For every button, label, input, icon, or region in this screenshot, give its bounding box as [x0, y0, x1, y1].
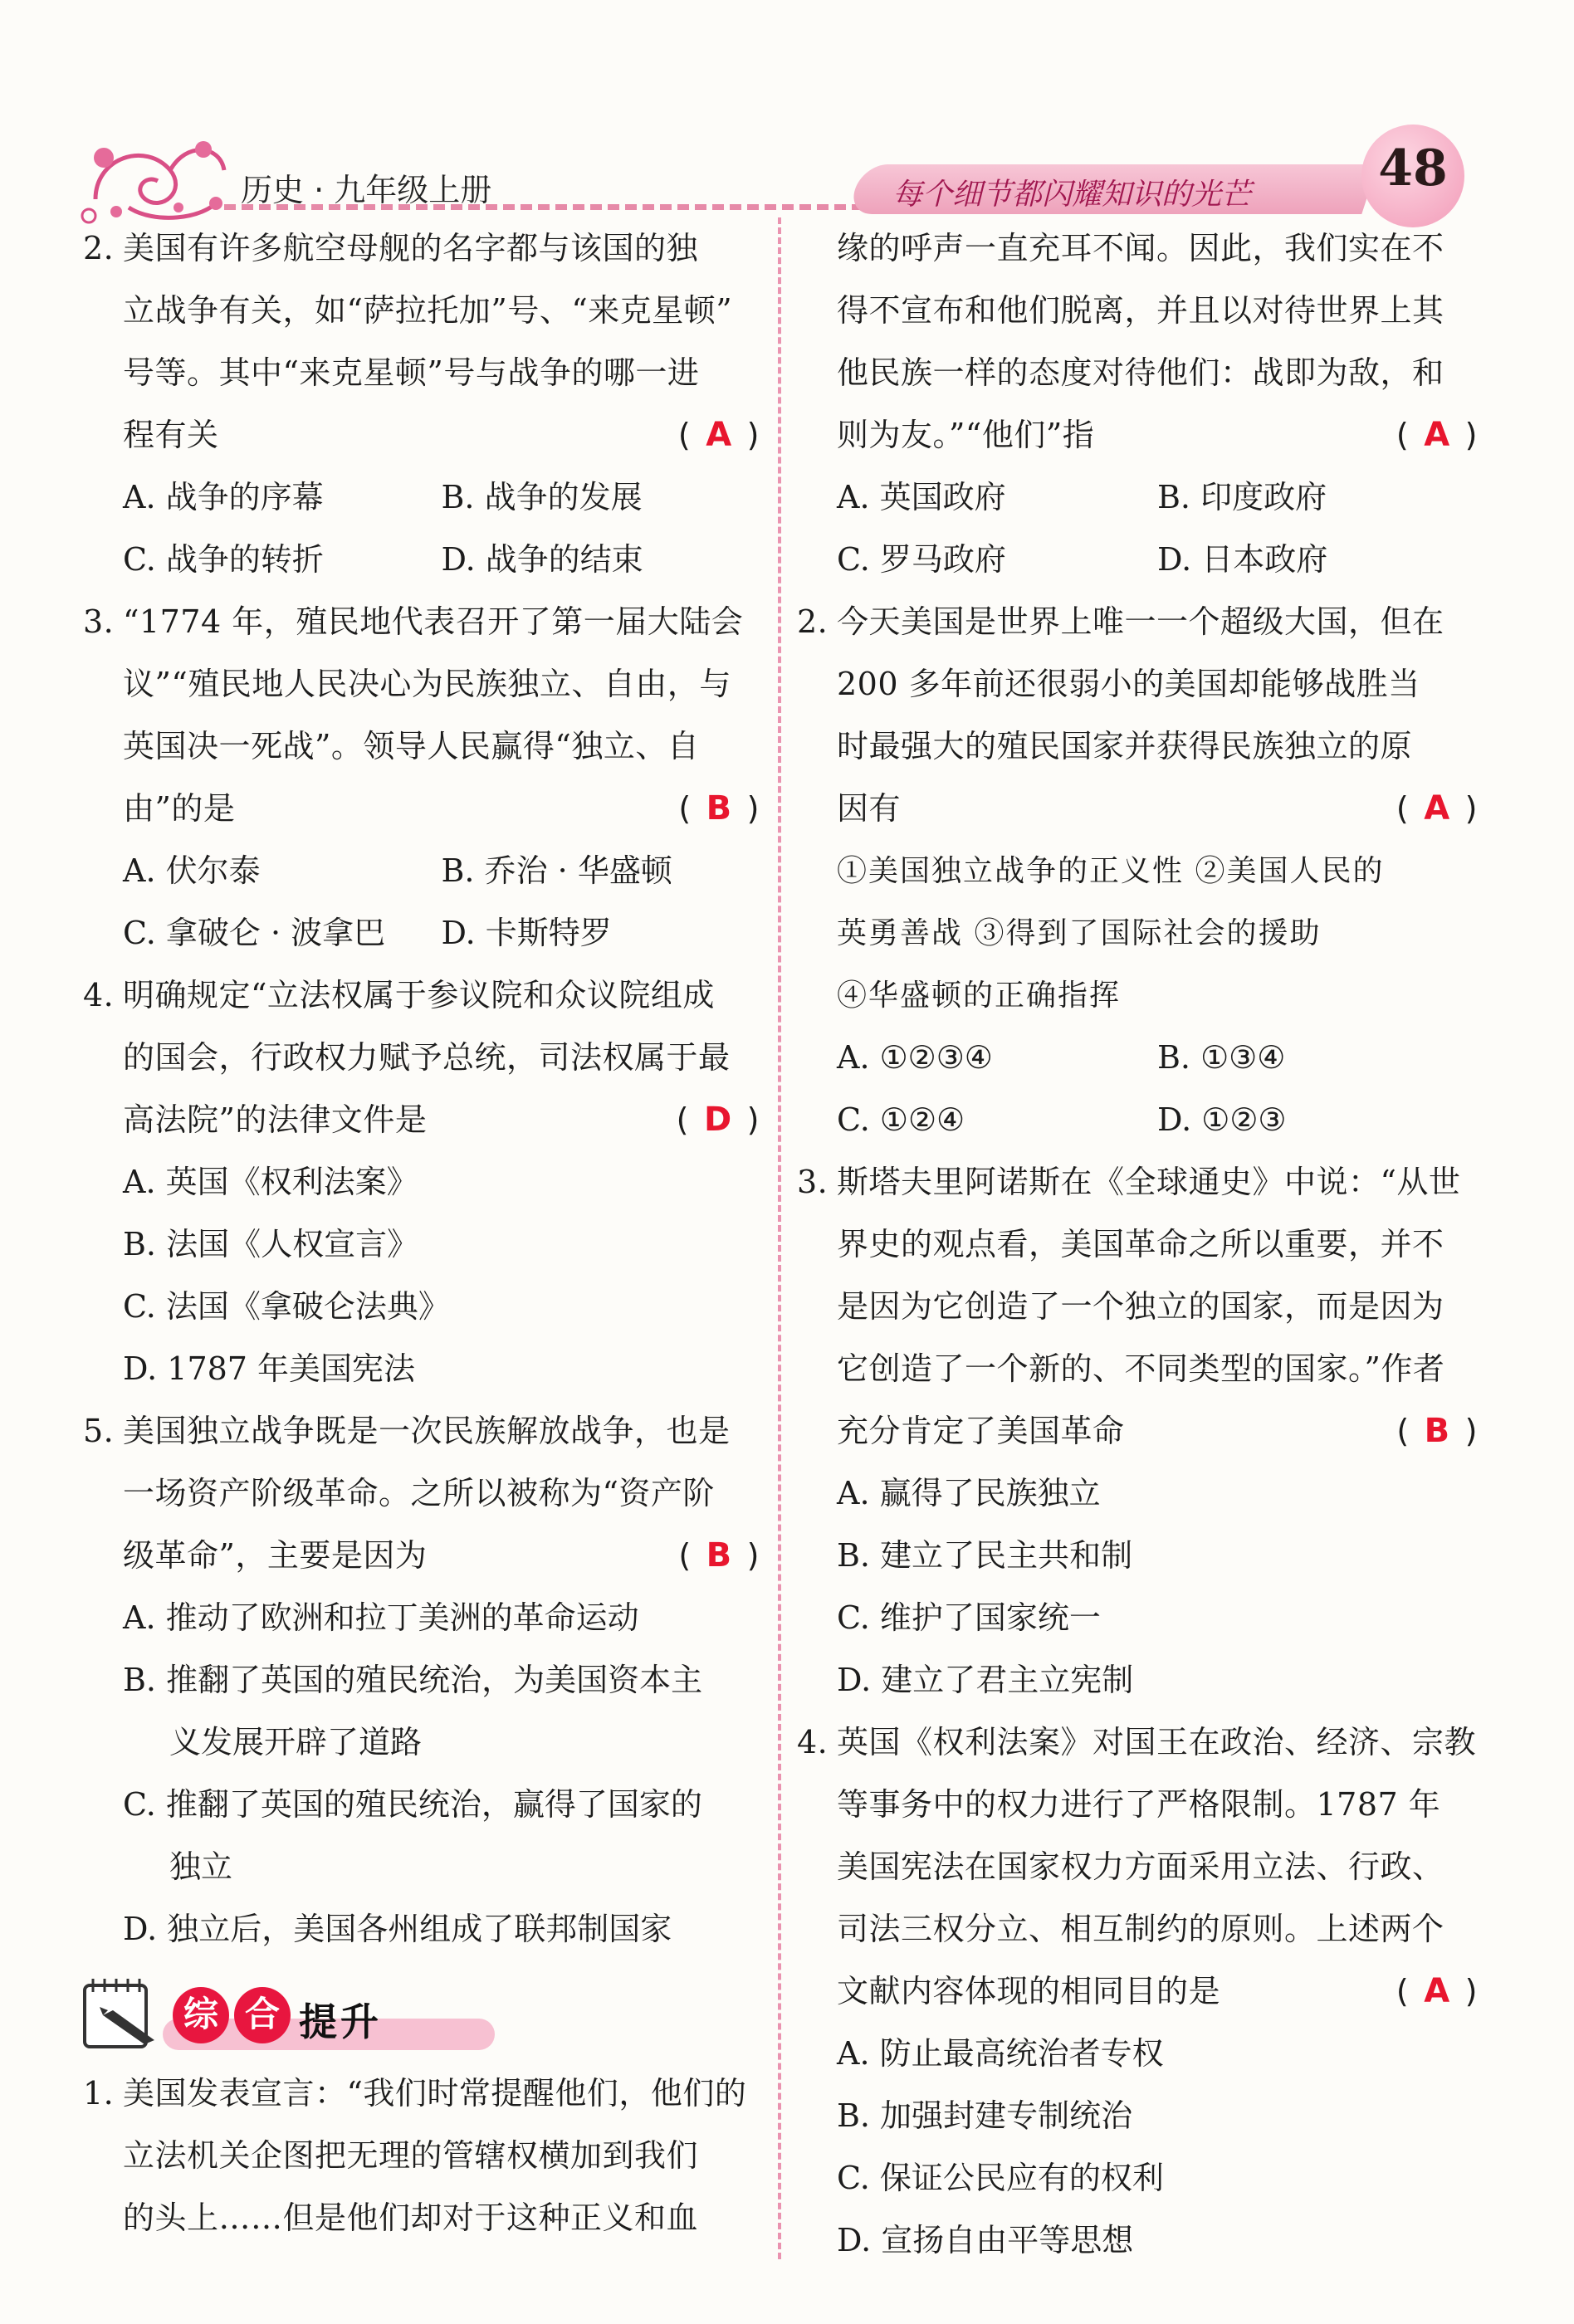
answer-bracket: ( A ) — [1396, 789, 1478, 828]
question-text: 由”的是 — [123, 790, 236, 827]
comprehensive-question-1-continued — [797, 217, 1478, 591]
option-b: B. 建立了民主共和制 — [837, 1537, 1133, 1574]
slogan-text: 每个细节都闪耀知识的光芒 — [892, 178, 1252, 212]
option-d: D. 建立了君主立宪制 — [837, 1662, 1134, 1698]
answer-bracket: ( B ) — [678, 789, 760, 828]
answer-letter: A — [706, 416, 732, 454]
question-text: 则为友。”“他们”指 — [837, 417, 1095, 453]
question-number: 4. — [83, 977, 115, 1013]
option-c: C. 拿破仑 · 波拿巴 — [123, 915, 386, 951]
question-number: 3. — [83, 603, 115, 640]
option-d: D. 日本政府 — [1157, 541, 1328, 578]
question-text: 缘的呼声一直充耳不闻。因此，我们实在不 — [837, 230, 1444, 266]
question-text: 英国决一死战”。领导人民赢得“独立、自 — [123, 728, 700, 764]
option-c: C. 战争的转折 — [123, 541, 324, 578]
question-text: 美国有许多航空母舰的名字都与该国的独 — [123, 230, 699, 266]
option-d: D. 1787 年美国宪法 — [123, 1350, 416, 1387]
question-text: 因有 — [837, 790, 902, 827]
answer-letter: A — [1424, 1972, 1450, 2010]
option-c: C. ①②④ — [837, 1101, 965, 1138]
option-d: D. ①②③ — [1157, 1101, 1287, 1138]
answer-bracket: ( B ) — [678, 1536, 760, 1575]
option-b: B. 加强封建专制统治 — [837, 2097, 1133, 2134]
question-text: 时最强大的殖民国家并获得民族独立的原 — [837, 728, 1413, 764]
question-text: 级革命”，主要是因为 — [123, 1537, 428, 1574]
option-b: B. 法国《人权宣言》 — [123, 1226, 419, 1262]
question-number: 5. — [83, 1413, 115, 1449]
question-text: 的国会，行政权力赋予总统，司法权属于最 — [123, 1039, 731, 1076]
answer-letter: D — [703, 1101, 732, 1139]
answer-letter: A — [1424, 789, 1450, 828]
question-number: 4. — [797, 1724, 829, 1760]
option-c: C. 维护了国家统一 — [837, 1599, 1101, 1636]
question-text: 得不宣布和他们脱离，并且以对待世界上其 — [837, 292, 1444, 329]
answer-letter: B — [706, 1536, 732, 1575]
question-text: 文献内容体现的相同目的是 — [837, 1973, 1221, 2009]
question-text: 美国发表宣言：“我们时常提醒他们，他们的 — [123, 2075, 747, 2112]
question-text: 是因为它创造了一个独立的国家，而是因为 — [837, 1288, 1444, 1325]
question-text: 今天美国是世界上唯一一个超级大国，但在 — [837, 603, 1444, 640]
question-number: 3. — [797, 1164, 829, 1200]
heading-text: 提升 — [299, 1999, 382, 2044]
question-text: 一场资产阶级革命。之所以被称为“资产阶 — [123, 1475, 715, 1511]
answer-bracket: ( D ) — [676, 1101, 760, 1139]
comprehensive-question-4 — [797, 1711, 1478, 2272]
answer-letter: B — [706, 789, 732, 828]
page-header — [0, 0, 1574, 224]
answer-bracket: ( B ) — [1396, 1412, 1478, 1450]
answer-letter: B — [1424, 1412, 1450, 1450]
question-text: 界史的观点看，美国革命之所以重要，并不 — [837, 1226, 1444, 1262]
question-text: 议”“殖民地人民决心为民族独立、自由，与 — [123, 666, 731, 702]
question-text: 立法机关企图把无理的管辖权横加到我们 — [123, 2137, 699, 2174]
answer-bracket: ( A ) — [677, 416, 760, 454]
book-title: 历史 · 九年级上册 — [241, 172, 492, 208]
heading-badge-2: 合 — [234, 1987, 291, 2043]
question-number: 2. — [83, 230, 115, 266]
page-number: 48 — [1378, 139, 1448, 198]
heading-badge-1: 综 — [173, 1987, 229, 2043]
comprehensive-question-3 — [797, 1151, 1478, 1711]
left-column — [83, 217, 760, 2249]
option-b: B. 战争的发展 — [441, 479, 643, 515]
question-text: 美国宪法在国家权力方面采用立法、行政、 — [837, 1848, 1444, 1885]
option-c: C. 罗马政府 — [837, 541, 1006, 578]
question-number: 1. — [83, 2075, 115, 2112]
option-a: A. 防止最高统治者专权 — [837, 2035, 1164, 2072]
option-a: A. 伏尔泰 — [123, 852, 261, 889]
question-text: 的头上……但是他们却对于这种正义和血 — [123, 2200, 699, 2236]
option-b: B. 推翻了英国的殖民统治，为美国资本主 义发展开辟了道路 — [123, 1662, 703, 1760]
question-text: 他民族一样的态度对待他们：战即为敌，和 — [837, 354, 1444, 391]
question-text: 号等。其中“来克星顿”号与战争的哪一进 — [123, 354, 700, 391]
option-d: D. 独立后，美国各州组成了联邦制国家 — [123, 1911, 672, 1947]
option-a: A. 英国《权利法案》 — [123, 1164, 418, 1200]
statement-line: 英勇善战 ③得到了国际社会的援助 — [837, 916, 1322, 950]
answer-letter: A — [1424, 416, 1450, 454]
answer-bracket: ( A ) — [1396, 1972, 1478, 2010]
option-b: B. ①③④ — [1157, 1039, 1286, 1076]
question-text: 充分肯定了美国革命 — [837, 1413, 1125, 1449]
question-5 — [83, 1400, 760, 1960]
question-text: 美国独立战争既是一次民族解放战争，也是 — [123, 1413, 731, 1449]
option-b: B. 印度政府 — [1157, 479, 1327, 515]
comprehensive-question-1 — [83, 2063, 760, 2249]
header-divider — [224, 204, 863, 210]
notebook-pen-icon — [78, 1974, 161, 2053]
section-heading — [83, 1967, 760, 2063]
question-text: 等事务中的权力进行了严格限制。1787 年 — [837, 1786, 1441, 1823]
statement-line: ①美国独立战争的正义性 ②美国人民的 — [837, 854, 1385, 888]
question-4 — [83, 964, 760, 1400]
question-text: 司法三权分立、相互制约的原则。上述两个 — [837, 1911, 1444, 1947]
question-text: 立战争有关，如“萨拉托加”号、“来克星顿” — [123, 292, 733, 329]
option-a: A. 英国政府 — [837, 479, 1006, 515]
question-text: 高法院”的法律文件是 — [123, 1101, 428, 1138]
comprehensive-question-2 — [797, 591, 1478, 1151]
question-text: 明确规定“立法权属于参议院和众议院组成 — [123, 977, 715, 1013]
right-column — [797, 217, 1478, 2272]
option-a: A. 赢得了民族独立 — [837, 1475, 1101, 1511]
option-a: A. 推动了欧洲和拉丁美洲的革命运动 — [123, 1599, 639, 1636]
question-text: 斯塔夫里阿诺斯在《全球通史》中说：“从世 — [837, 1164, 1461, 1200]
option-a: A. ①②③④ — [837, 1039, 993, 1076]
option-d: D. 战争的结束 — [441, 541, 643, 578]
option-d: D. 卡斯特罗 — [441, 915, 612, 951]
answer-bracket: ( A ) — [1396, 416, 1478, 454]
option-b: B. 乔治 · 华盛顿 — [441, 852, 672, 889]
option-c: C. 保证公民应有的权利 — [837, 2160, 1164, 2196]
question-3 — [83, 591, 760, 964]
option-c: C. 推翻了英国的殖民统治，赢得了国家的 独立 — [123, 1786, 702, 1885]
question-number: 2. — [797, 603, 829, 640]
option-d: D. 宣扬自由平等思想 — [837, 2222, 1134, 2258]
question-text: 200 多年前还很弱小的美国却能够战胜当 — [837, 666, 1420, 702]
question-text: 英国《权利法案》对国王在政治、经济、宗教 — [837, 1724, 1477, 1760]
floral-ornament-icon — [79, 124, 237, 228]
question-2 — [83, 217, 760, 591]
column-divider — [778, 217, 781, 2259]
question-text: 它创造了一个新的、不同类型的国家。”作者 — [837, 1350, 1445, 1387]
question-text: 程有关 — [123, 417, 219, 453]
option-a: A. 战争的序幕 — [123, 479, 324, 515]
statement-line: ④华盛顿的正确指挥 — [837, 979, 1122, 1013]
question-text: “1774 年，殖民地代表召开了第一届大陆会 — [123, 603, 744, 640]
option-c: C. 法国《拿破仑法典》 — [123, 1288, 450, 1325]
